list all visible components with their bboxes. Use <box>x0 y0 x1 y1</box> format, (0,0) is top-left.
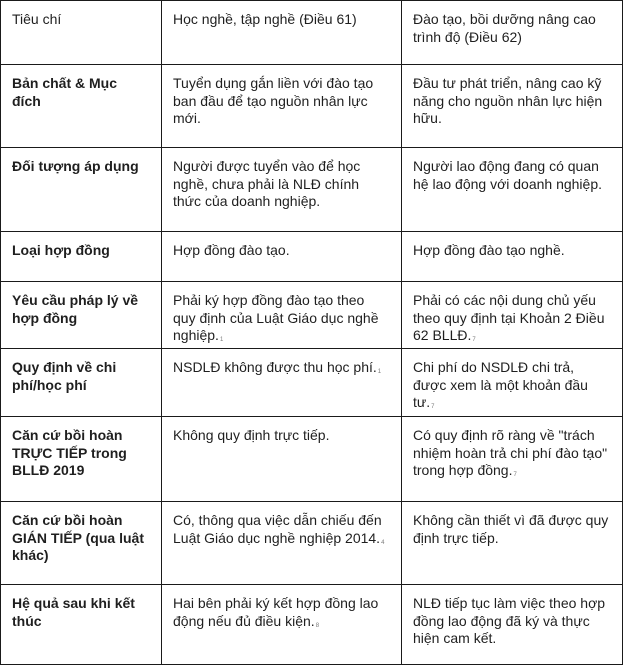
row-criteria: Quy định về chi phí/học phí <box>1 349 162 417</box>
row-criteria: Hệ quả sau khi kết thúc <box>1 585 162 665</box>
table-row <box>1 349 623 417</box>
row-col-a <box>162 148 402 232</box>
header-criteria: Tiêu chí <box>1 1 162 65</box>
row-criteria: Căn cứ bồi hoàn GIÁN TIẾP (qua luật khác) <box>1 502 162 585</box>
cell-text: Hai bên phải ký kết hợp đồng lao động nếu đủ điều kiện. <box>173 595 379 629</box>
row-criteria: Loại hợp đồng <box>1 232 162 282</box>
row-criteria: Yêu cầu pháp lý về hợp đồng <box>1 282 162 349</box>
footnote-marker[interactable]: 4 <box>381 539 385 546</box>
cell-text: Phải có các nội dung chủ yếu theo quy định tại Khoản 2 Điều 62 BLLĐ. <box>413 292 605 343</box>
row-col-b <box>402 148 623 232</box>
cell-text: NSDLĐ không được thu học phí. <box>173 359 377 375</box>
table-row <box>1 232 623 282</box>
cell-text: Không quy định trực tiếp. <box>173 427 330 443</box>
row-col-b <box>402 502 623 585</box>
row-col-b <box>402 282 623 349</box>
row-col-a <box>162 282 402 349</box>
row-col-a <box>162 232 402 282</box>
header-col-b: Đào tạo, bồi dưỡng nâng cao trình độ (Điều 62) <box>402 1 623 65</box>
row-criteria: Bản chất & Mục đích <box>1 65 162 148</box>
cell-text: Hợp đồng đào tạo nghề. <box>413 242 565 258</box>
row-col-b <box>402 232 623 282</box>
table-header-row <box>1 1 623 65</box>
row-col-a <box>162 417 402 502</box>
footnote-marker[interactable]: 7 <box>472 337 476 343</box>
table-row <box>1 65 623 148</box>
footnote-marker[interactable]: 8 <box>315 622 320 629</box>
table-row <box>1 282 623 349</box>
row-col-b <box>402 349 623 417</box>
cell-text: Người lao động đang có quan hệ lao động với doanh nghiệp. <box>413 158 602 192</box>
footnote-marker[interactable]: 1 <box>219 337 224 343</box>
row-col-b <box>402 417 623 502</box>
cell-text: Chi phí do NSDLĐ chi trả, được xem là một khoản đầu tư. <box>413 359 588 410</box>
row-criteria: Đối tượng áp dụng <box>1 148 162 232</box>
cell-text: Tuyển dụng gắn liền với đào tạo ban đầu để tạo nguồn nhân lực mới. <box>173 75 374 126</box>
cell-text: Có, thông qua việc dẫn chiếu đến Luật Giáo dục nghề nghiệp 2014. <box>173 512 382 546</box>
cell-text: Hợp đồng đào tạo. <box>173 242 290 258</box>
row-col-a <box>162 65 402 148</box>
footnote-marker[interactable]: 7 <box>431 404 435 410</box>
cell-text: Đầu tư phát triển, nâng cao kỹ năng cho nguồn nhân lực hiện hữu. <box>413 75 603 126</box>
row-col-a <box>162 585 402 665</box>
row-col-a <box>162 502 402 585</box>
cell-text: Phải ký hợp đồng đào tạo theo quy định của Luật Giáo dục nghề nghiệp. <box>173 292 379 343</box>
row-col-b <box>402 65 623 148</box>
header-col-a: Học nghề, tập nghề (Điều 61) <box>162 1 402 65</box>
table-row <box>1 502 623 585</box>
cell-text: Không cần thiết vì đã được quy định trực tiếp. <box>413 512 609 546</box>
cell-text: Người được tuyển vào để học nghề, chưa phải là NLĐ chính thức của doanh nghiệp. <box>173 158 361 209</box>
table-row <box>1 585 623 665</box>
cell-text: Có quy định rõ ràng về "trách nhiệm hoàn trả chi phí đào tạo" trong hợp đồng. <box>413 427 608 478</box>
footnote-marker[interactable]: 7 <box>513 472 517 478</box>
footnote-marker[interactable]: 1 <box>377 369 382 375</box>
table-row <box>1 148 623 232</box>
cell-text: NLĐ tiếp tục làm việc theo hợp đồng lao động đã ký và thực hiện cam kết. <box>413 595 606 646</box>
row-col-a <box>162 349 402 417</box>
row-col-b <box>402 585 623 665</box>
row-criteria: Căn cứ bồi hoàn TRỰC TIẾP trong BLLĐ 2019 <box>1 417 162 502</box>
table-row <box>1 417 623 502</box>
